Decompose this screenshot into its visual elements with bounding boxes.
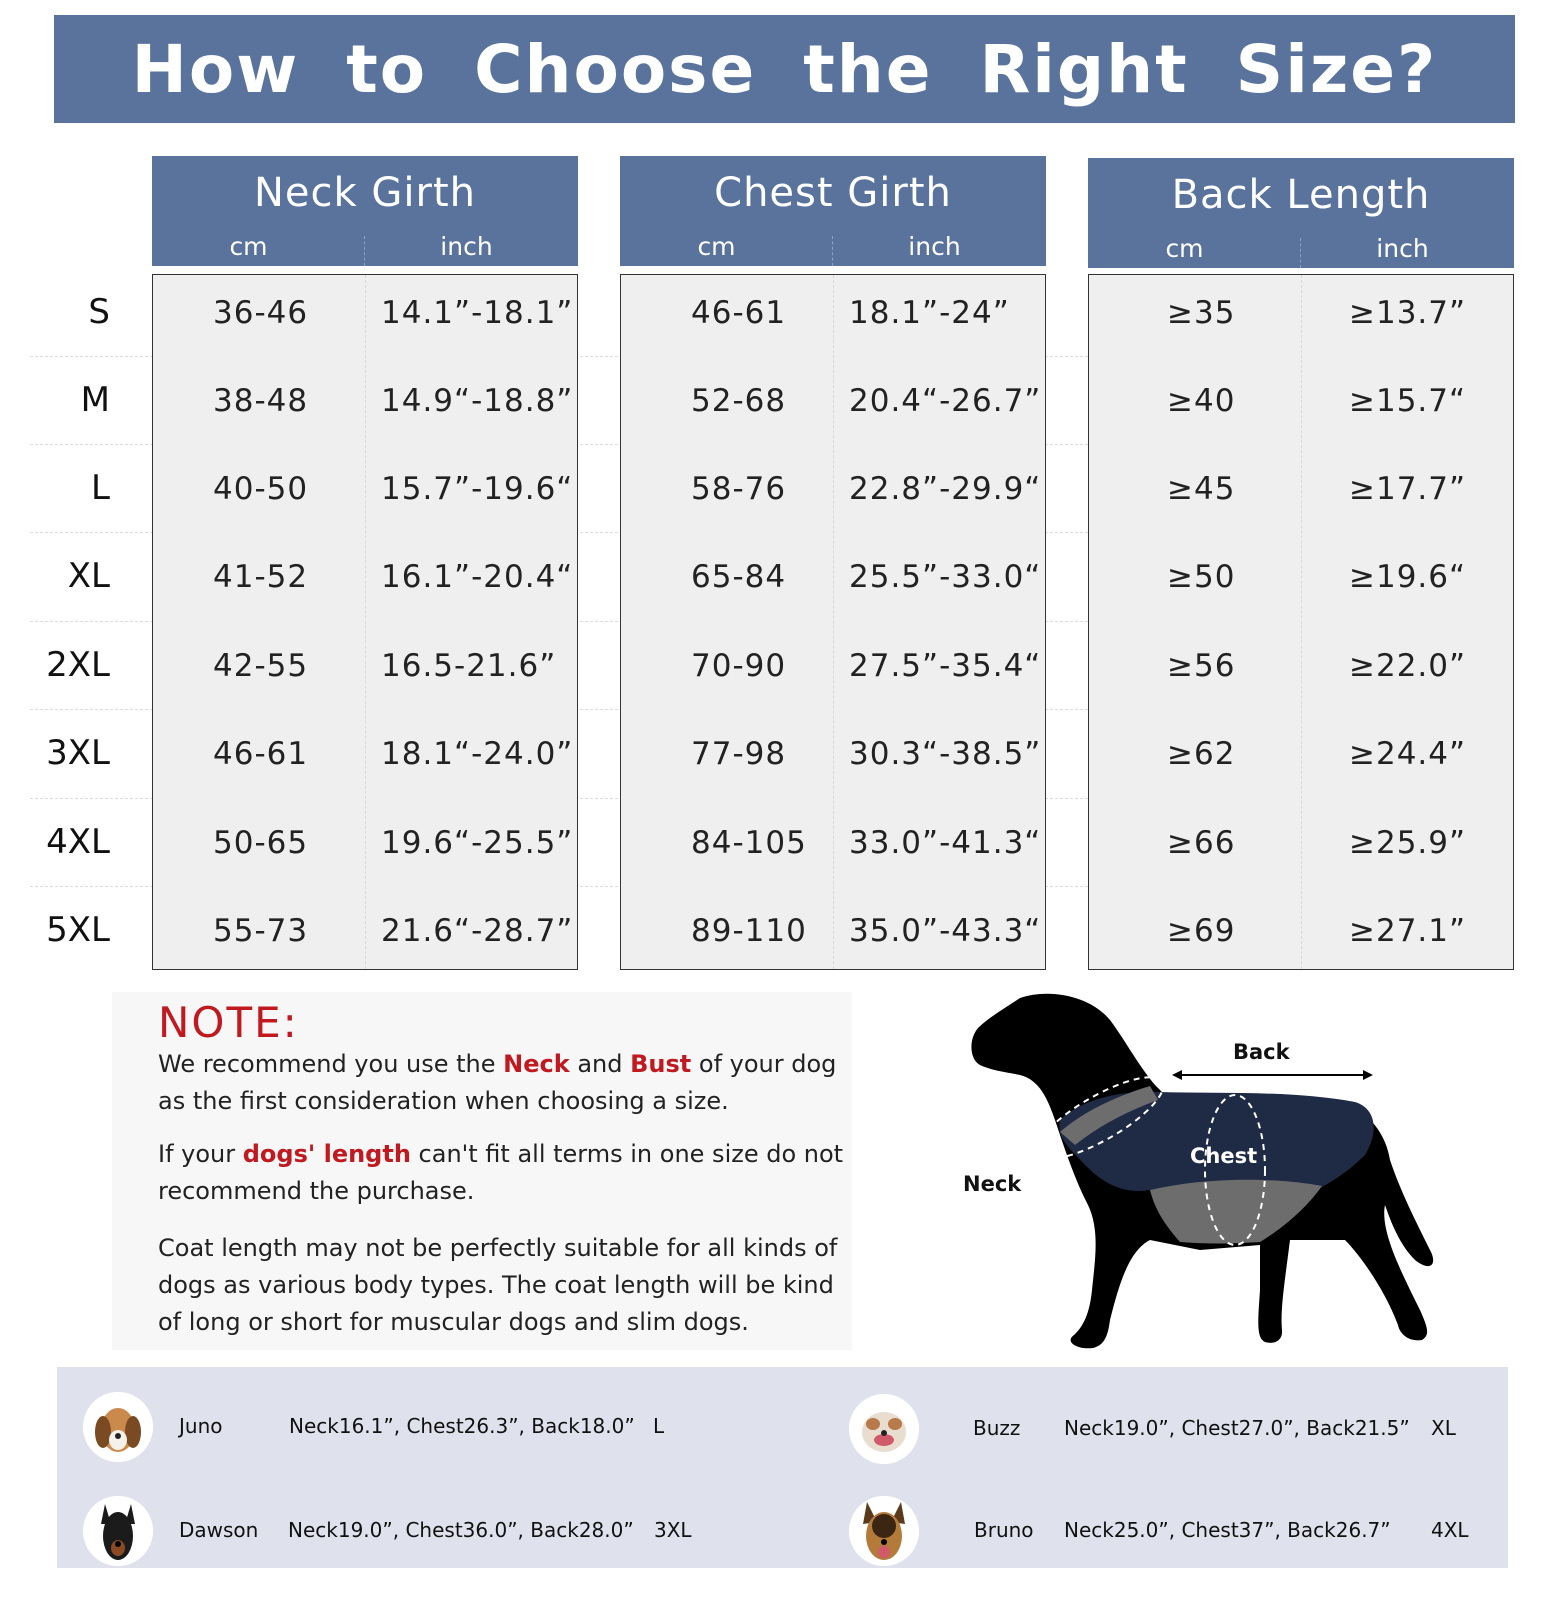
cm-value: 46-61 xyxy=(213,736,309,772)
dog-name: Buzz xyxy=(973,1416,1021,1440)
unit-cm-label: cm xyxy=(697,232,736,261)
shepherd-icon xyxy=(849,1496,919,1566)
chest-label: Chest xyxy=(1190,1144,1258,1168)
dog-measurement-diagram xyxy=(960,990,1450,1360)
header-divider xyxy=(364,236,365,266)
header-divider xyxy=(1300,238,1301,268)
cm-value: 40-50 xyxy=(213,471,309,507)
inch-value: 18.1”-24” xyxy=(849,295,1010,331)
example-dogs-panel xyxy=(57,1367,1508,1568)
cm-value: 65-84 xyxy=(691,559,787,595)
cm-value: 70-90 xyxy=(691,648,787,684)
bulldog-icon xyxy=(849,1394,919,1464)
inch-value: ≥25.9” xyxy=(1349,825,1467,861)
inch-value: ≥24.4” xyxy=(1349,736,1467,772)
note-paragraph-2 xyxy=(158,1136,848,1210)
cm-value: 52-68 xyxy=(691,383,787,419)
column-divider xyxy=(1301,275,1302,969)
inch-value: 14.1”-18.1” xyxy=(381,295,574,331)
inch-value: ≥17.7” xyxy=(1349,471,1467,507)
neck-girth-table xyxy=(152,274,578,970)
unit-cm-label: cm xyxy=(1165,234,1204,263)
inch-value: 30.3“-38.5” xyxy=(849,736,1042,772)
note-text: can't fit all terms in one size do not recommend the purchase. xyxy=(158,1140,844,1205)
column-divider xyxy=(365,275,366,969)
size-label: L xyxy=(91,468,110,508)
cm-value: ≥35 xyxy=(1167,295,1236,331)
group-title: Back Length xyxy=(1171,172,1431,218)
inch-value: 22.8”-29.9“ xyxy=(849,471,1042,507)
back-length-header xyxy=(1088,158,1514,268)
dog-silhouette-icon xyxy=(960,990,1450,1360)
inch-value: 18.1“-24.0” xyxy=(381,736,574,772)
group-title: Chest Girth xyxy=(714,170,952,216)
unit-cm-label: cm xyxy=(229,232,268,261)
cm-value: 89-110 xyxy=(691,913,807,949)
note-text: of your dog as the first consideration when choosing a size. xyxy=(158,1050,837,1115)
inch-value: 14.9“-18.8” xyxy=(381,383,574,419)
cm-value: ≥56 xyxy=(1167,648,1236,684)
title-banner xyxy=(54,15,1515,123)
inch-value: 15.7”-19.6“ xyxy=(381,471,574,507)
cm-value: 55-73 xyxy=(213,913,309,949)
cm-value: 38-48 xyxy=(213,383,309,419)
dog-size: 4XL xyxy=(1431,1518,1469,1542)
size-label: XL xyxy=(67,556,110,596)
unit-inch-label: inch xyxy=(908,232,961,261)
cm-value: ≥50 xyxy=(1167,559,1236,595)
dog-size: L xyxy=(653,1414,665,1438)
inch-value: 16.5-21.6” xyxy=(381,648,557,684)
inch-value: 19.6“-25.5” xyxy=(381,825,574,861)
note-text: If your xyxy=(158,1140,243,1168)
note-paragraph-1 xyxy=(158,1046,848,1120)
dog-name: Juno xyxy=(179,1414,223,1438)
inch-value: 21.6“-28.7” xyxy=(381,913,574,949)
chest-girth-header xyxy=(620,156,1046,266)
dog-measurements: Neck25.0”, Chest37”, Back26.7” xyxy=(1064,1518,1391,1542)
dog-size: 3XL xyxy=(654,1518,692,1542)
chest-girth-table xyxy=(620,274,1046,970)
inch-value: 35.0”-43.3“ xyxy=(849,913,1042,949)
dog-name: Bruno xyxy=(974,1518,1034,1542)
note-title: NOTE: xyxy=(158,998,299,1047)
inch-value: 27.5”-35.4“ xyxy=(849,648,1042,684)
cm-value: 58-76 xyxy=(691,471,787,507)
group-title: Neck Girth xyxy=(254,170,476,216)
dog-size: XL xyxy=(1431,1416,1456,1440)
note-box xyxy=(112,992,852,1350)
unit-inch-label: inch xyxy=(1376,234,1429,263)
size-label: 5XL xyxy=(46,910,110,950)
note-highlight-neck: Neck xyxy=(503,1050,570,1078)
dog-name: Dawson xyxy=(179,1518,259,1542)
inch-value: 20.4“-26.7” xyxy=(849,383,1042,419)
cm-value: 46-61 xyxy=(691,295,787,331)
cm-value: ≥66 xyxy=(1167,825,1236,861)
note-text: and xyxy=(569,1050,631,1078)
page-title: How to Choose the Right Size? xyxy=(131,30,1438,108)
dog-measurements: Neck19.0”, Chest27.0”, Back21.5” xyxy=(1064,1416,1410,1440)
note-highlight-bust: Bust xyxy=(630,1050,692,1078)
cm-value: 50-65 xyxy=(213,825,309,861)
cm-value: ≥69 xyxy=(1167,913,1236,949)
neck-label: Neck xyxy=(963,1172,1022,1196)
size-label: 2XL xyxy=(46,645,110,685)
beagle-icon xyxy=(83,1392,153,1462)
back-length-table xyxy=(1088,274,1514,970)
size-label: S xyxy=(88,292,110,332)
inch-value: ≥19.6“ xyxy=(1349,559,1467,595)
cm-value: ≥40 xyxy=(1167,383,1236,419)
header-divider xyxy=(832,236,833,266)
inch-value: ≥22.0” xyxy=(1349,648,1467,684)
cm-value: 42-55 xyxy=(213,648,309,684)
inch-value: ≥27.1” xyxy=(1349,913,1467,949)
note-paragraph-3: Coat length may not be perfectly suitable for all kinds of dogs as various body types. The coat length will be kind of long or short for muscular dogs and slim dogs. xyxy=(158,1234,838,1336)
size-label: 3XL xyxy=(46,733,110,773)
cm-value: 36-46 xyxy=(213,295,309,331)
cm-value: 41-52 xyxy=(213,559,309,595)
dog-measurements: Neck19.0”, Chest36.0”, Back28.0” xyxy=(288,1518,634,1542)
column-divider xyxy=(833,275,834,969)
neck-girth-header xyxy=(152,156,578,266)
inch-value: 33.0”-41.3“ xyxy=(849,825,1042,861)
cm-value: ≥62 xyxy=(1167,736,1236,772)
note-highlight-length: dogs' length xyxy=(242,1140,411,1168)
back-label: Back xyxy=(1233,1040,1290,1064)
size-label: 4XL xyxy=(46,822,110,862)
size-label: M xyxy=(80,380,110,420)
inch-value: ≥13.7” xyxy=(1349,295,1467,331)
unit-inch-label: inch xyxy=(440,232,493,261)
cm-value: ≥45 xyxy=(1167,471,1236,507)
cm-value: 84-105 xyxy=(691,825,807,861)
doberman-icon xyxy=(83,1496,153,1566)
note-text: We recommend you use the xyxy=(158,1050,504,1078)
dog-measurements: Neck16.1”, Chest26.3”, Back18.0” xyxy=(289,1414,635,1438)
inch-value: ≥15.7“ xyxy=(1349,383,1467,419)
cm-value: 77-98 xyxy=(691,736,787,772)
inch-value: 25.5”-33.0“ xyxy=(849,559,1042,595)
inch-value: 16.1”-20.4“ xyxy=(381,559,574,595)
